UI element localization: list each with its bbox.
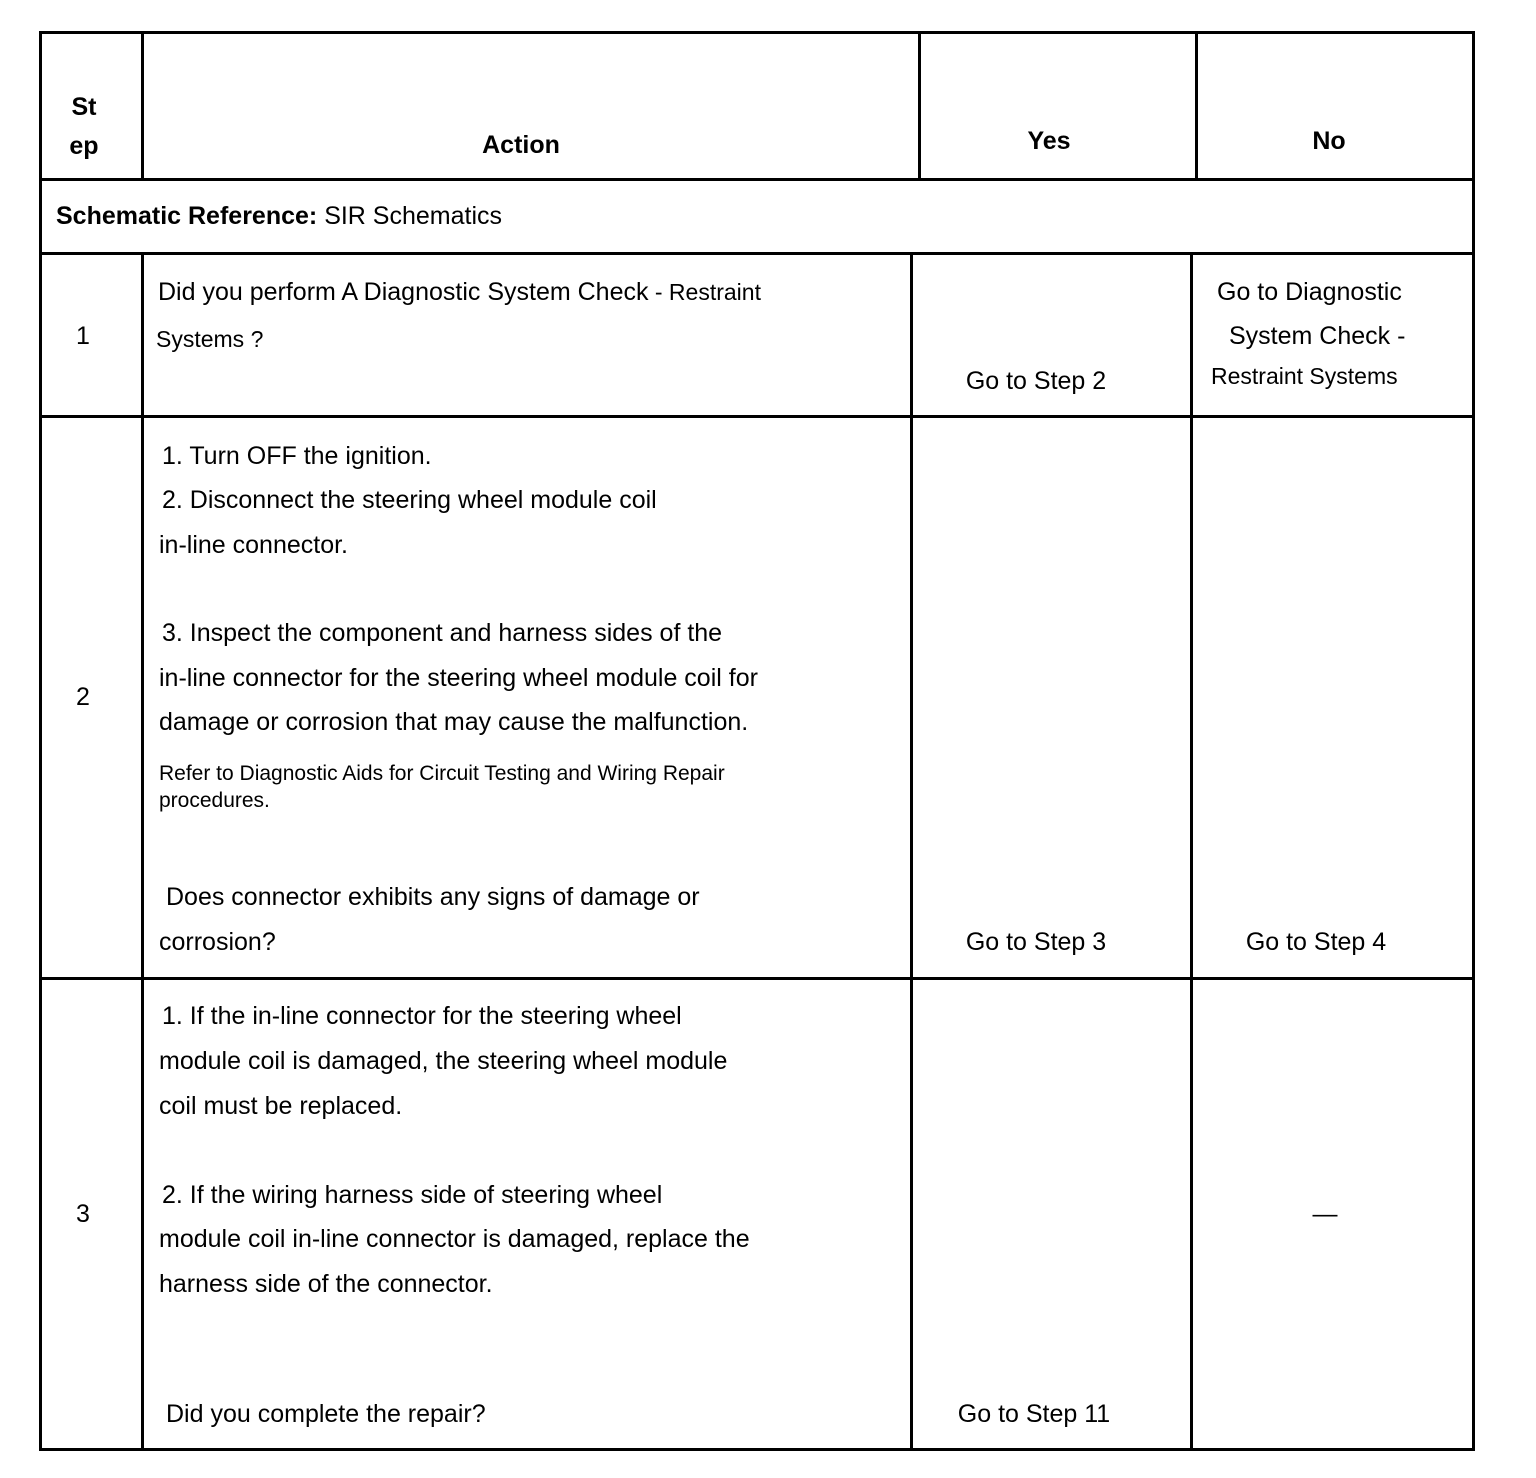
row1-action-line1-b: - Restraint xyxy=(648,279,761,305)
row2-action-note2: procedures. xyxy=(159,789,270,812)
schematic-reference xyxy=(56,201,502,231)
row1-action-line1-a: Did you perform A Diagnostic System Check xyxy=(158,278,649,306)
header-no: No xyxy=(1312,127,1346,155)
row1-no-line3: Restraint Systems xyxy=(1211,363,1398,389)
header-step-line2: ep xyxy=(69,132,99,160)
row3-action-question1: Did you complete the repair? xyxy=(166,1400,486,1428)
row3-action-line5: module coil in-line connector is damaged, replace the xyxy=(159,1225,750,1253)
row1-action-line1 xyxy=(158,277,761,307)
body-divider-step xyxy=(141,252,144,1451)
row2-action-note1: Refer to Diagnostic Aids for Circuit Testing and Wiring Repair xyxy=(159,762,725,785)
row2-action-line3: in-line connector. xyxy=(159,531,349,559)
row1-bottom-rule xyxy=(40,415,1475,418)
schematic-reference-label: Schematic Reference: xyxy=(56,202,318,230)
table-border-top xyxy=(40,31,1475,34)
row1-no-line1: Go to Diagnostic xyxy=(1217,278,1402,306)
header-yes: Yes xyxy=(1027,127,1071,155)
row3-action-line2: module coil is damaged, the steering wheel module xyxy=(159,1047,728,1075)
body-divider-action xyxy=(910,252,913,1451)
row2-no: Go to Step 4 xyxy=(1245,928,1387,956)
row2-action-line5: in-line connector for the steering wheel module coil for xyxy=(159,664,758,692)
schematic-bottom-rule xyxy=(40,252,1475,255)
row1-yes: Go to Step 2 xyxy=(965,367,1107,395)
header-step-line1: St xyxy=(71,93,97,121)
table-border-right xyxy=(1472,31,1475,1451)
row3-no: — xyxy=(1312,1200,1338,1228)
table-border-left xyxy=(39,31,42,1451)
row2-action-line1: 1. Turn OFF the ignition. xyxy=(162,442,432,470)
row2-action-line2: 2. Disconnect the steering wheel module coil xyxy=(162,486,657,514)
row3-action-line1: 1. If the in-line connector for the steering wheel xyxy=(162,1002,682,1030)
header-divider-yes xyxy=(1195,31,1198,180)
header-divider-action xyxy=(918,31,921,180)
row2-bottom-rule xyxy=(40,977,1475,980)
body-divider-yes xyxy=(1190,252,1193,1451)
row2-step: 2 xyxy=(76,683,90,711)
row3-action-line6: harness side of the connector. xyxy=(159,1270,493,1298)
header-bottom-rule xyxy=(40,178,1475,181)
row1-no-line2: System Check - xyxy=(1229,322,1406,350)
row2-action-line4: 3. Inspect the component and harness sides of the xyxy=(162,619,723,647)
row1-step: 1 xyxy=(76,322,90,350)
row2-action-question1: Does connector exhibits any signs of damage or xyxy=(166,883,700,911)
table-border-bottom xyxy=(40,1448,1475,1451)
row3-step: 3 xyxy=(76,1200,90,1228)
header-action: Action xyxy=(482,131,560,159)
row3-yes: Go to Step 11 xyxy=(957,1400,1111,1428)
row2-action-question2: corrosion? xyxy=(159,928,276,956)
row3-action-line3: coil must be replaced. xyxy=(159,1092,403,1120)
row3-action-line4: 2. If the wiring harness side of steering wheel xyxy=(162,1181,663,1209)
header-divider-step xyxy=(141,31,144,180)
row1-action-line2: Systems ? xyxy=(156,326,264,352)
row2-action-line6: damage or corrosion that may cause the malfunction. xyxy=(159,708,749,736)
schematic-reference-value: SIR Schematics xyxy=(324,202,503,230)
row2-yes: Go to Step 3 xyxy=(965,928,1107,956)
